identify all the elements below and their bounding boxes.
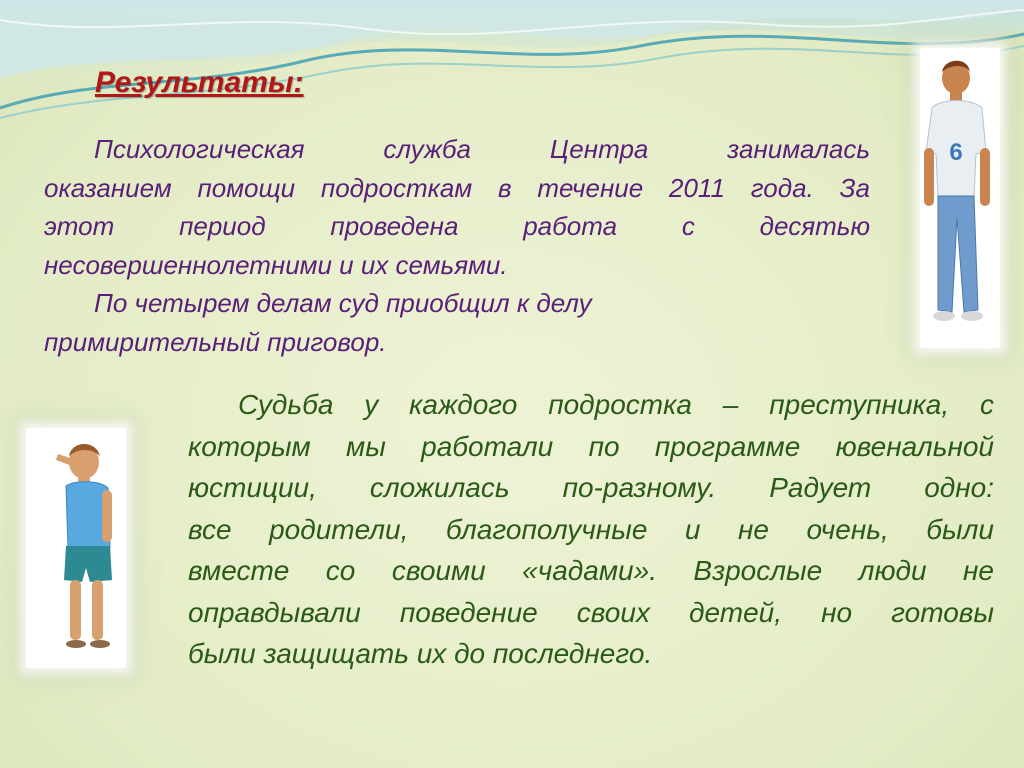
- paragraph-line: этот период проведена работа с десятью: [44, 211, 870, 241]
- paragraph-line: примирительный приговор.: [44, 326, 387, 357]
- paragraph-line: все родители, благополучные и не очень, были: [188, 513, 994, 545]
- teen-boy-figure: [920, 48, 1000, 348]
- paragraph-line: вместе со своими «чадами». Взрослые люди не: [188, 555, 994, 586]
- shirt-number: 6: [949, 139, 963, 166]
- paragraph-line: Судьба у каждого подростка – преступника, с: [238, 389, 994, 420]
- paragraph-line: которым мы работали по программе ювенальной: [188, 430, 994, 462]
- paragraph-results: [44, 130, 870, 361]
- paragraph-line: несовершеннолетними и их семьями.: [44, 249, 508, 280]
- boy-figure: [26, 428, 126, 668]
- paragraph-fate: [188, 384, 994, 675]
- paragraph-line: были защищать их до последнего.: [188, 638, 653, 669]
- paragraph-line: Психологическая служба Центра занималась: [94, 134, 870, 164]
- slide-heading: Результаты:: [95, 66, 304, 99]
- paragraph-line: оказанием помощи подросткам в течение 2011 года. За: [44, 172, 870, 203]
- teen-boy-illustration: [920, 48, 1000, 348]
- paragraph-line: юстиции, сложилась по-разному. Радует одно:: [188, 472, 994, 503]
- paragraph-line: оправдывали поведение своих детей, но готовы: [188, 596, 994, 628]
- paragraph-line: По четырем делам суд приобщил к делу: [94, 288, 592, 318]
- boy-illustration: [26, 428, 126, 668]
